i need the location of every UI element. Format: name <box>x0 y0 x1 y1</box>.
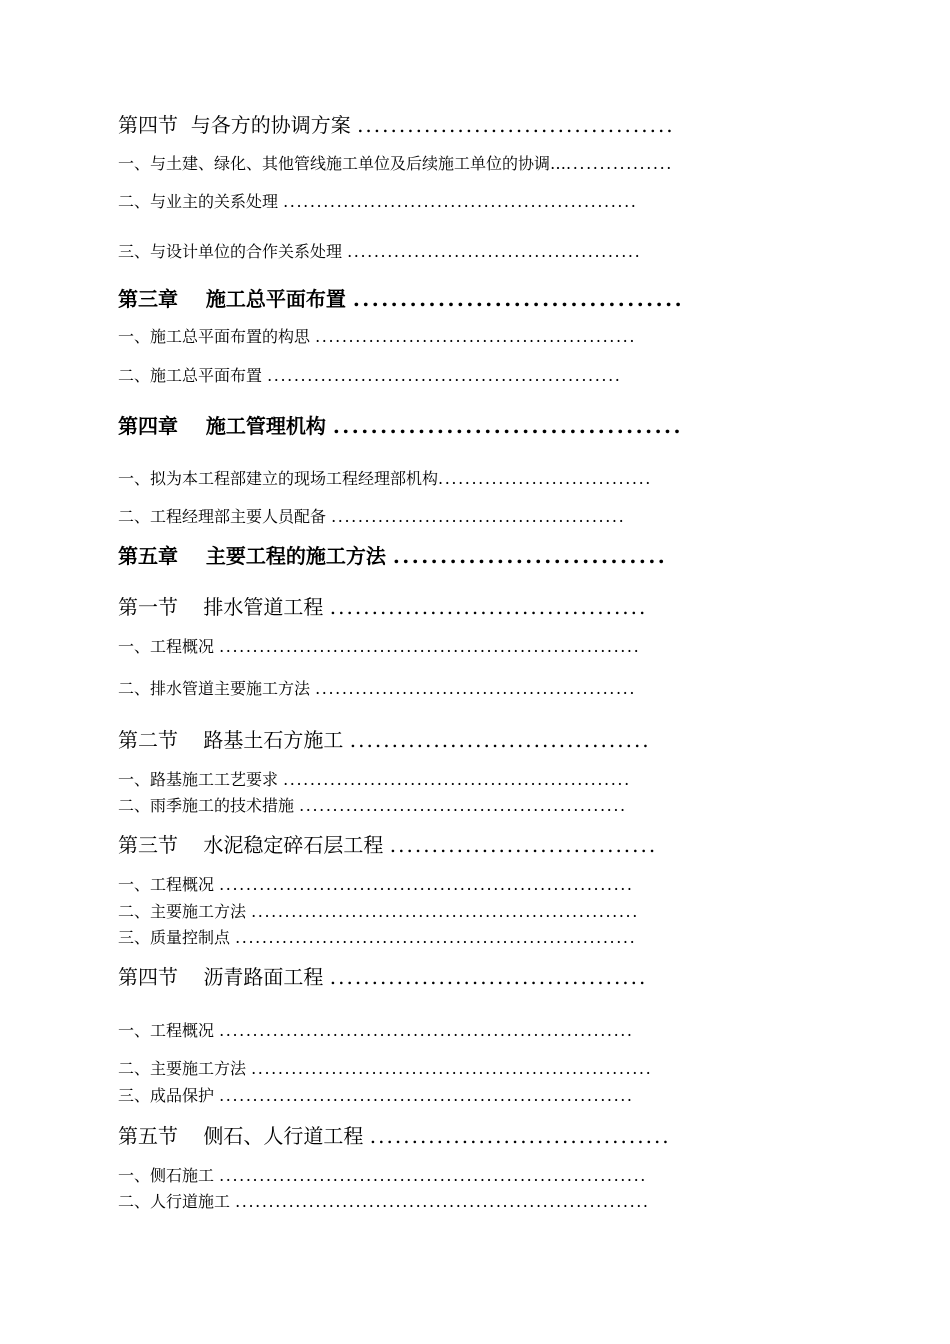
toc-entry-title: 第四节 沥青路面工程 <box>118 965 330 989</box>
toc-entry[interactable] <box>118 1021 813 1040</box>
toc-leader-dots: .............................................................. <box>219 1086 634 1105</box>
toc-leader-dots: .................................................... <box>283 770 631 789</box>
toc-leader-dots: ............................................................ <box>251 1059 653 1078</box>
toc-entry[interactable] <box>118 113 813 137</box>
toc-entry-title: 第一节 排水管道工程 <box>118 595 330 619</box>
toc-entry-title: 第五节 侧石、人行道工程 <box>118 1124 370 1148</box>
toc-entry[interactable] <box>118 770 813 789</box>
toc-entry-title: 一、工程概况 <box>118 637 220 656</box>
toc-entry[interactable] <box>118 242 813 261</box>
toc-entry-title: 二、工程经理部主要人员配备 <box>118 507 332 526</box>
toc-entry[interactable] <box>118 1059 813 1078</box>
toc-entry[interactable] <box>118 595 813 619</box>
toc-entry-title: 二、与业主的关系处理 <box>118 192 284 211</box>
toc-entry-title: 二、施工总平面布置 <box>118 366 268 385</box>
toc-entry[interactable] <box>118 1086 813 1105</box>
toc-entry[interactable] <box>118 1124 813 1148</box>
toc-entry-title: 第四章 施工管理机构 <box>118 414 333 438</box>
toc-entry-title: 三、质量控制点 <box>118 928 236 947</box>
toc-entry[interactable] <box>118 154 813 173</box>
toc-entry[interactable] <box>118 192 813 211</box>
toc-leader-dots: .............................................................. <box>219 1021 634 1040</box>
toc-entry-title: 一、拟为本工程部建立的现场工程经理部机构 <box>118 469 439 488</box>
toc-leader-dots: ...................................... <box>357 113 675 137</box>
toc-entry[interactable] <box>118 875 813 894</box>
toc-entry[interactable] <box>118 507 813 526</box>
toc-entry[interactable] <box>118 902 813 921</box>
toc-leader-dots: ................................................................ <box>219 1166 647 1185</box>
toc-entry[interactable] <box>118 287 813 311</box>
toc-entry-title: 三、成品保护 <box>118 1086 220 1105</box>
toc-leader-dots: ............................................................ <box>235 928 637 947</box>
toc-entry-title: 一、侧石施工 <box>118 1166 220 1185</box>
toc-entry-title: 一、路基施工工艺要求 <box>118 770 284 789</box>
toc-leader-dots: ..................................................... <box>283 192 638 211</box>
toc-entry-title: 第三节 水泥稳定碎石层工程 <box>118 833 390 857</box>
toc-entry[interactable] <box>118 469 813 488</box>
toc-entry-title: 二、排水管道主要施工方法 <box>118 679 316 698</box>
toc-leader-dots: ................ <box>566 154 673 173</box>
toc-leader-dots: ................................ <box>438 469 652 488</box>
toc-leader-dots: .............................................................. <box>235 1192 650 1211</box>
toc-leader-dots: ................................ <box>389 833 658 857</box>
toc-leader-dots: ................................................. <box>299 796 627 815</box>
toc-leader-dots: ................................................ <box>315 679 637 698</box>
toc-leader-dots: .............................................................. <box>219 875 634 894</box>
toc-entry-title: 二、主要施工方法 <box>118 1059 252 1078</box>
toc-entry[interactable] <box>118 327 813 346</box>
toc-entry-title: 一、施工总平面布置的构思 <box>118 327 316 346</box>
toc-entry[interactable] <box>118 833 813 857</box>
toc-leader-dots: ...................................... <box>329 965 648 989</box>
toc-entry-title: 二、人行道施工 <box>118 1192 236 1211</box>
toc-leader-dots: ................................................ <box>315 327 637 346</box>
toc-leader-dots: ..................................................... <box>267 366 622 385</box>
toc-entry[interactable] <box>118 366 813 385</box>
toc-leader-dots: ............................................................... <box>219 637 641 656</box>
toc-leader-dots: ............................................ <box>347 242 642 261</box>
toc-entry-title: 第四节 与各方的协调方案 <box>118 113 358 137</box>
toc-entry[interactable] <box>118 414 813 438</box>
toc-entry[interactable] <box>118 1192 813 1211</box>
toc-entry-title: 一、与土建、绿化、其他管线施工单位及后续施工单位的协调… <box>118 154 567 173</box>
toc-leader-dots: .......................................................... <box>251 902 639 921</box>
toc-leader-dots: .................................... <box>369 1124 671 1148</box>
toc-entry-title: 一、工程概况 <box>118 1021 220 1040</box>
toc-leader-dots: ............................................ <box>331 507 626 526</box>
toc-entry[interactable] <box>118 928 813 947</box>
toc-entry-title: 一、工程概况 <box>118 875 220 894</box>
toc-leader-dots: ................................... <box>352 287 685 311</box>
toc-entry-title: 二、主要施工方法 <box>118 902 252 921</box>
toc-entry[interactable] <box>118 1166 813 1185</box>
toc-entry-title: 三、与设计单位的合作关系处理 <box>118 242 348 261</box>
toc-leader-dots: ...................................... <box>329 595 648 619</box>
toc-entry[interactable] <box>118 728 813 752</box>
toc-entry-title: 第二节 路基土石方施工 <box>118 728 350 752</box>
toc-entry-title: 二、雨季施工的技术措施 <box>118 796 300 815</box>
toc-entry[interactable] <box>118 637 813 656</box>
toc-entry[interactable] <box>118 544 813 568</box>
toc-entry[interactable] <box>118 679 813 698</box>
toc-entry-title: 第五章 主要工程的施工方法 <box>118 544 393 568</box>
toc-entry[interactable] <box>118 965 813 989</box>
toc-leader-dots: ..................................... <box>332 414 683 438</box>
toc-leader-dots: .................................... <box>349 728 651 752</box>
toc-leader-dots: ............................. <box>392 544 668 568</box>
toc-entry-title: 第三章 施工总平面布置 <box>118 287 353 311</box>
toc-entry[interactable] <box>118 796 813 815</box>
